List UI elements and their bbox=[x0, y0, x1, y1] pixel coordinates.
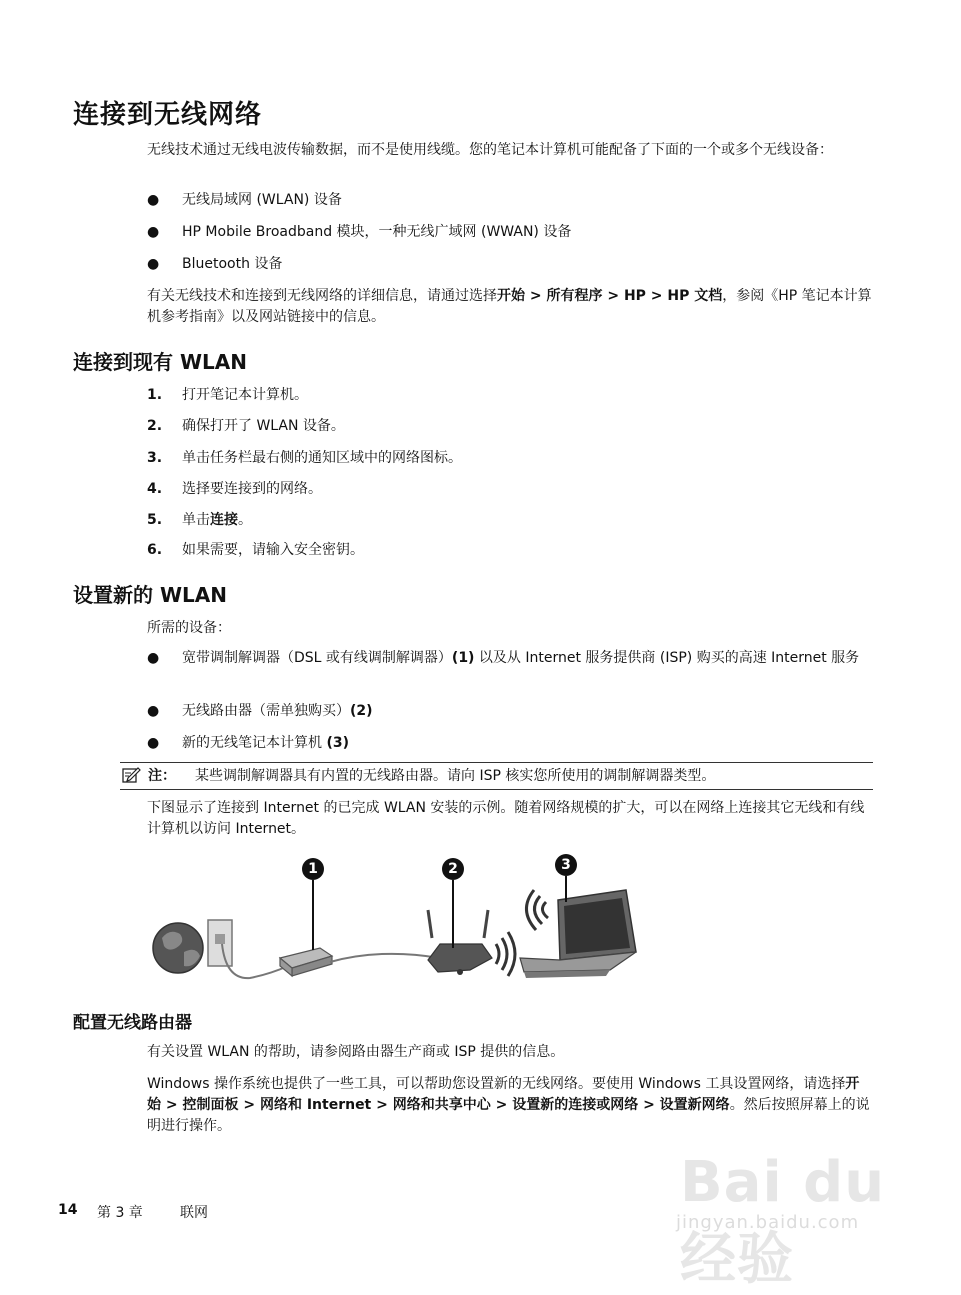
globe-icon bbox=[153, 923, 203, 973]
chapter-label: 第 3 章 bbox=[97, 1205, 143, 1221]
section-title: 连接到无线网络 bbox=[73, 100, 263, 130]
laptop-icon bbox=[520, 890, 636, 978]
intro-paragraph: 无线技术通过无线电波传输数据，而不是使用线缆。您的笔记本计算机可能配备了下面的一个或多个无线设备： bbox=[147, 142, 833, 158]
bullet-icon: ● bbox=[147, 650, 160, 666]
more-info-paragraph: 有关无线技术和连接到无线网络的详细信息，请通过选择开始 > 所有程序 > HP > HP 文档，参阅《HP 笔记本计算机参考指南》以及网站链接中的信息。 bbox=[147, 288, 872, 325]
wall-jack-icon bbox=[208, 920, 232, 966]
note-box bbox=[120, 762, 873, 790]
bullet-icon: ● bbox=[147, 703, 160, 719]
note-text: 某些调制解调器具有内置的无线路由器。请向 ISP 核实您所使用的调制解调器类型。 bbox=[195, 768, 716, 784]
bullet-icon: ● bbox=[147, 192, 160, 208]
router-help-paragraph: 有关设置 WLAN 的帮助，请参阅路由器生产商或 ISP 提供的信息。 bbox=[147, 1044, 565, 1060]
modem-icon bbox=[280, 948, 332, 976]
required-label: 所需的设备： bbox=[147, 620, 231, 636]
watermark-url: jingyan.baidu.com bbox=[676, 1212, 860, 1233]
chapter-title: 联网 bbox=[180, 1205, 208, 1221]
diagram-description: 下图显示了连接到 Internet 的已完成 WLAN 安装的示例。随着网络规模的扩大，可以在网络上连接其它无线和有线计算机以访问 Internet。 bbox=[147, 800, 865, 837]
callout-2: 2 bbox=[442, 858, 464, 880]
baidu-watermark: Bai du 经验 bbox=[680, 1150, 886, 1292]
bullet-icon: ● bbox=[147, 735, 160, 751]
bullet-icon: ● bbox=[147, 256, 160, 272]
router-icon bbox=[428, 910, 492, 975]
router-config-heading: 配置无线路由器 bbox=[73, 1013, 192, 1033]
wireless-signal-icon bbox=[526, 890, 548, 930]
wlan-diagram bbox=[140, 848, 660, 988]
callout-1: 1 bbox=[302, 858, 324, 880]
note-label: 注： bbox=[148, 768, 176, 784]
wireless-signal-icon bbox=[496, 932, 515, 976]
callout-3: 3 bbox=[555, 854, 577, 876]
windows-tools-paragraph: Windows 操作系统也提供了一些工具，可以帮助您设置新的无线网络。要使用 Windows 工具设置网络，请选择开始 > 控制面板 > 网络和 Internet > 网络和共享中心 > 设置新的连接或网络 > 设置新网络。然后按照屏幕上的说明进行操作。 bbox=[147, 1076, 870, 1134]
bullet-icon: ● bbox=[147, 224, 160, 240]
existing-wlan-heading: 连接到现有 WLAN bbox=[73, 350, 247, 374]
page-number: 14 bbox=[58, 1202, 78, 1218]
note-pencil-icon bbox=[122, 766, 142, 793]
new-wlan-heading: 设置新的 WLAN bbox=[73, 583, 227, 607]
